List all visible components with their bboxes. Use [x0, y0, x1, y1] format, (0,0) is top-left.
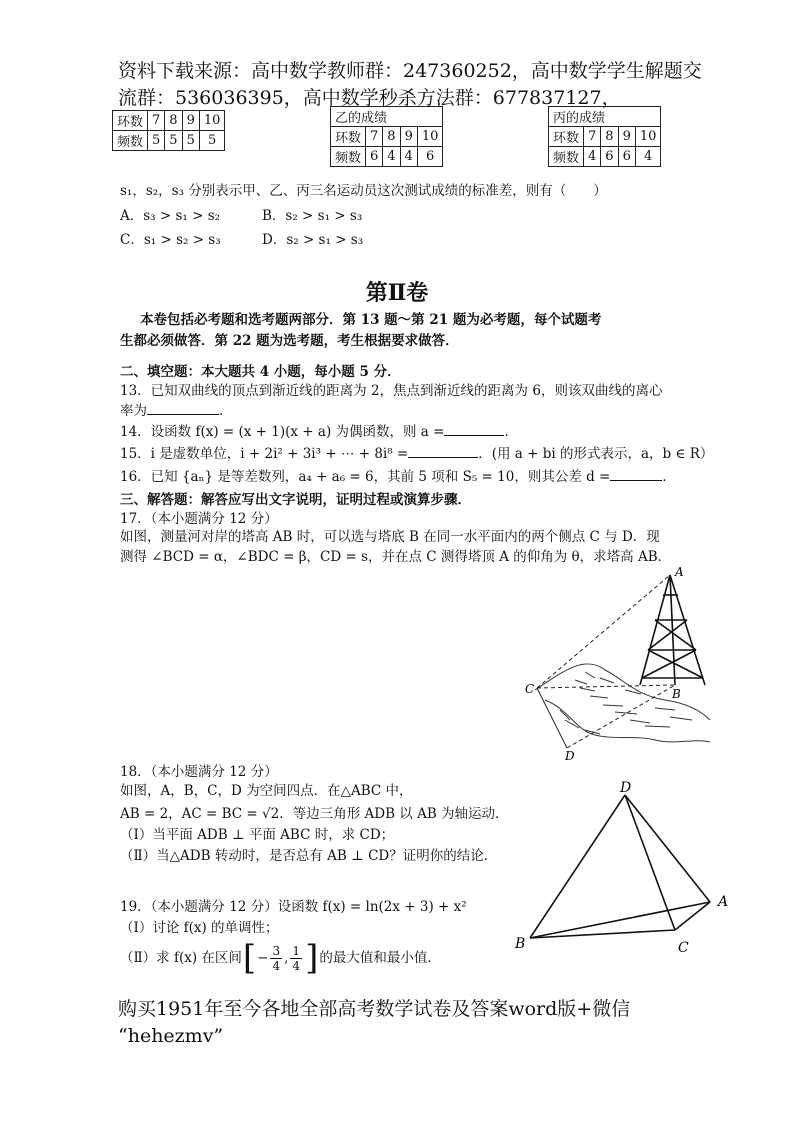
- tower-figure: [515, 560, 715, 770]
- table-cell: 4: [383, 147, 400, 167]
- q18-line-2: AB = 2，AC = BC = √2．等边三角形 ADB 以 AB 为轴运动．: [120, 806, 509, 822]
- label-a: A: [718, 894, 729, 910]
- answer-blank: [408, 445, 478, 458]
- q16-line: 16．已知 {aₙ} 是等差数列，a₄ + a₆ = 6，其前 5 项和 S₅ = 10，则其公差 d = ．: [120, 469, 676, 485]
- q17-header: 17．（本小题满分 12 分）: [120, 511, 278, 527]
- table-cell: 频数: [113, 131, 148, 151]
- footer-line-1: 购买1951年至今各地全部高考数学试卷及答案word版+微信: [118, 998, 631, 1020]
- q15-line: [120, 444, 713, 465]
- denominator: 4: [292, 958, 301, 973]
- label-c: C: [678, 940, 689, 956]
- table-cell: 频数: [331, 147, 366, 167]
- label-b: B: [515, 936, 526, 952]
- table-cell: 7: [148, 111, 165, 131]
- table-cell: 8: [601, 127, 618, 147]
- denominator: 4: [272, 958, 281, 973]
- footer-line-2: “hehezmv”: [118, 1025, 224, 1047]
- q19-line-2: （Ⅰ）讨论 f(x) 的单调性；: [120, 920, 279, 936]
- q13-line-2: 率为 ．: [120, 403, 233, 419]
- answer-blank: [610, 468, 662, 481]
- numerator: 1: [292, 943, 301, 958]
- tower: [640, 575, 705, 685]
- q12-option-c: C．s₁ > s₂ > s₃: [120, 232, 221, 248]
- part-intro-1: 本卷包括必考题和选考题两部分．第 13 题～第 21 题为必考题，每个试题考: [140, 312, 602, 328]
- tetrahedron-edges: [530, 795, 710, 938]
- q12-option-a: A．s₃ > s₁ > s₂: [120, 208, 221, 224]
- fraction-lower: [270, 944, 282, 973]
- score-table-bing: [548, 106, 661, 167]
- table-cell: 4: [635, 147, 661, 167]
- section-heading-fill: 二、填空题：本大题共 4 小题，每小题 5 分．: [120, 364, 401, 380]
- numerator: 3: [272, 943, 281, 958]
- table-cell: 6: [366, 147, 383, 167]
- q14-line: 14．设函数 f(x) = (x + 1)(x + a) 为偶函数，则 a = ．: [120, 424, 518, 440]
- table-cell: 5: [148, 131, 165, 151]
- score-table-yi: [330, 106, 443, 167]
- bracket-right: ]: [305, 938, 319, 978]
- q18-line-4: （Ⅱ）当△ADB 转动时，是否总有 AB ⊥ CD？证明你的结论．: [120, 848, 498, 864]
- table-cell: 4: [400, 147, 417, 167]
- q18-line-3: （Ⅰ）当平面 ADB ⊥ 平面 ABC 时，求 CD；: [120, 827, 395, 843]
- q15-text: 15．i 是虚数单位，i + 2i² + 3i³ + ⋯ + 8i⁸ =: [120, 446, 409, 462]
- fraction-upper: [290, 944, 302, 973]
- q12-option-d: D．s₂ > s₁ > s₃: [262, 232, 364, 248]
- table-cell: 9: [182, 111, 199, 131]
- table-cell: 9: [400, 127, 417, 147]
- table-cell: 5: [199, 131, 225, 151]
- table-cell: 4: [584, 147, 601, 167]
- label-c: C: [525, 682, 535, 696]
- q17-line-2: 测得 ∠BCD = α，∠BDC = β，CD = s，并在点 C 测得塔顶 A 的仰角为 θ，求塔高 AB．: [120, 549, 672, 565]
- table-cell: 8: [383, 127, 400, 147]
- table-cell: 6: [618, 147, 635, 167]
- tetrahedron-figure: [510, 780, 740, 960]
- q19-line-1: 19．（本小题满分 12 分）设函数 f(x) = ln(2x + 3) + x²: [120, 899, 467, 915]
- label-b: B: [672, 687, 681, 701]
- segment-cd: [537, 688, 567, 748]
- part-title: 第Ⅱ卷: [365, 280, 429, 306]
- table-cell: 10: [417, 127, 443, 147]
- table-cell: 环数: [331, 127, 366, 147]
- answer-blank: [444, 423, 504, 436]
- table-cell: 环数: [549, 127, 584, 147]
- label-a: A: [675, 565, 684, 579]
- table-cell: 10: [635, 127, 661, 147]
- header-line-2: 流群：536036395，高中数学秒杀方法群：677837127，: [118, 87, 621, 109]
- q19-part2-text: （Ⅱ）求 f(x) 在区间: [120, 949, 242, 966]
- section-heading-solve: 三、解答题：解答应写出文字说明，证明过程或演算步骤．: [120, 492, 471, 508]
- label-d: D: [620, 780, 632, 796]
- table-caption: 丙的成绩: [549, 107, 661, 127]
- answer-blank: [147, 402, 219, 415]
- score-table-jia: [112, 110, 225, 151]
- q19-part2-tail: 的最大值和最小值．: [319, 949, 441, 966]
- q18-header: 18．（本小题满分 12 分）: [120, 764, 278, 780]
- q16-text: 16．已知 {aₙ} 是等差数列，a₄ + a₆ = 6，其前 5 项和 S₅ = 10，则其公差 d =: [120, 469, 611, 485]
- minus-sign: −: [257, 949, 269, 966]
- footer-note: [118, 996, 678, 1050]
- q12-stem: s₁，s₂，s₃ 分别表示甲、乙、丙三名运动员这次测试成绩的标准差，则有（ ）: [120, 183, 607, 199]
- table-cell: 5: [165, 131, 182, 151]
- bracket-left: [: [242, 938, 257, 978]
- table-cell: 6: [417, 147, 443, 167]
- header-line-1: 资料下载来源：高中数学教师群：247360252，高中数学学生解题交: [118, 60, 702, 82]
- q17-line-1: 如图，测量河对岸的塔高 AB 时，可以选与塔底 B 在同一水平面内的两个侧点 C 与 D．现: [120, 529, 660, 545]
- table-cell: 8: [165, 111, 182, 131]
- header-note: [118, 58, 718, 112]
- q18-line-1: 如图，A，B，C，D 为空间四点．在△ABC 中，: [120, 783, 413, 799]
- riverbank-sketch: [535, 664, 710, 742]
- q13-line-1: 13．已知双曲线的顶点到渐近线的距离为 2，焦点到渐近线的距离为 6，则该双曲线的离心: [120, 383, 663, 399]
- table-cell: 6: [601, 147, 618, 167]
- table-cell: 9: [618, 127, 635, 147]
- q12-option-b: B．s₂ > s₁ > s₃: [262, 208, 363, 224]
- segment-db: [567, 685, 675, 748]
- table-cell: 7: [366, 127, 383, 147]
- part-intro-2: 生都必须做答．第 22 题为选考题，考生根据要求做答．: [120, 333, 459, 349]
- table-cell: 10: [199, 111, 225, 131]
- table-cell: 5: [182, 131, 199, 151]
- q15-note: ．(用 a + bi 的形式表示，a，b ∈ R）: [478, 446, 714, 462]
- table-cell: 7: [584, 127, 601, 147]
- label-d: D: [565, 749, 575, 763]
- q14-text: 14．设函数 f(x) = (x + 1)(x + a) 为偶函数，则 a =: [120, 424, 445, 440]
- table-cell: 环数: [113, 111, 148, 131]
- table-caption: 乙的成绩: [331, 107, 443, 127]
- q13-prefix: 率为: [120, 403, 147, 419]
- q19-line-3: （Ⅱ）求 f(x) 在区间 [ − $\frac{3}{4}$ , $\frac{1}{4}$ ] 的最大值和最小值．: [120, 938, 441, 978]
- table-cell: 频数: [549, 147, 584, 167]
